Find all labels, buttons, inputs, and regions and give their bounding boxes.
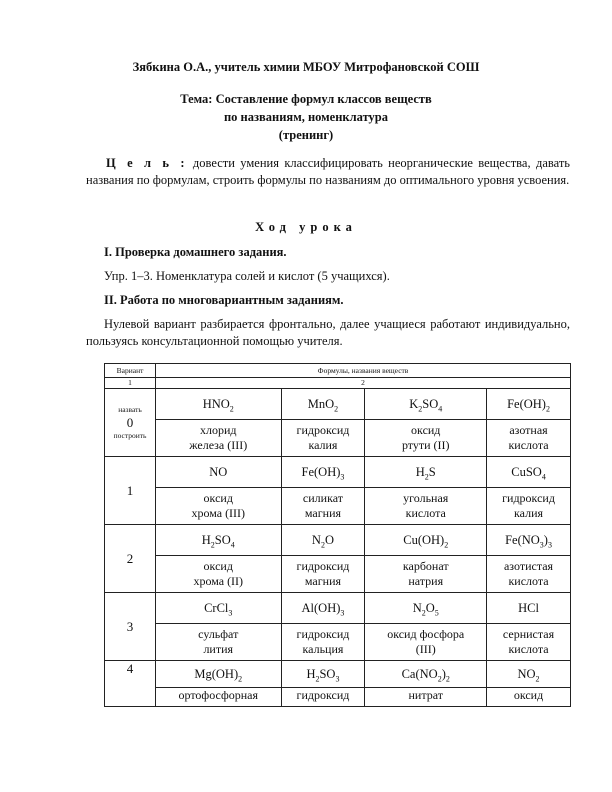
name-line: гидроксид (296, 627, 350, 641)
formula-cell (487, 593, 571, 624)
formula-cell (281, 457, 365, 488)
variant-0-number: 0 (126, 414, 134, 430)
name-cell (281, 688, 365, 707)
formula-text: $HNO_2$ (202, 396, 234, 413)
header-formulas: Формулы, названия веществ (156, 364, 571, 378)
name-line: железа (III) (189, 438, 248, 452)
name-line: кислота (508, 642, 549, 656)
name-cell (365, 420, 487, 457)
formula-row (105, 661, 571, 688)
formula-text: $K_2SO_4$ (409, 396, 443, 413)
formula-cell (156, 525, 282, 556)
name-cell (487, 624, 571, 661)
formula-cell (156, 661, 282, 688)
name-line: оксид (411, 423, 441, 437)
name-cell (156, 688, 282, 707)
name-row (105, 688, 571, 707)
formula-cell (487, 457, 571, 488)
name-line: сернистая (502, 627, 555, 641)
formula-row (105, 593, 571, 624)
col-number-2: 2 (156, 378, 571, 389)
formula-cell (365, 389, 487, 420)
name-line: калия (308, 438, 338, 452)
name-cell (487, 488, 571, 525)
formula-cell (487, 389, 571, 420)
formula-cell (156, 457, 282, 488)
name-line: ртути (II) (401, 438, 450, 452)
variant-cell (105, 389, 156, 457)
name-line: азотистая (503, 559, 554, 573)
name-row (105, 420, 571, 457)
name-line: оксид (203, 491, 233, 505)
name-line: силикат (302, 491, 343, 505)
formula-text: CuSO$_4$ (511, 464, 546, 481)
goal-label: Ц е л ь : (106, 156, 188, 170)
name-line: (III) (415, 642, 436, 656)
name-line: оксид (513, 688, 544, 702)
goal-paragraph (86, 155, 570, 189)
name-cell (365, 556, 487, 593)
name-line: гидроксид (502, 491, 555, 505)
method-paragraph: Нулевой вариант разбирается фронтально, далее учащиеся работают индивидуально, пользуясь консультационной помощью учителя. (86, 317, 570, 348)
formula-cell (281, 661, 365, 688)
exercise-line: Упр. 1–3. Номенклатура солей и кислот (5 учащихся). (104, 269, 390, 283)
variant-cell: 2 (105, 525, 156, 593)
topic-line-1: Тема: Составление формул классов веществ (180, 92, 432, 106)
formula-text: $H_2SO_4$ (201, 532, 235, 549)
name-line: гидроксид (296, 423, 350, 437)
formula-text: $Ca(NO_2)_2$ (401, 666, 450, 683)
name-line: хрома (II) (193, 574, 244, 588)
name-line: ортофосфорная (178, 688, 259, 702)
formula-cell (365, 525, 487, 556)
formula-text: $Fe(OH)_2$ (507, 396, 550, 413)
name-cell (281, 556, 365, 593)
formula-text: NO (209, 464, 228, 479)
variant-cell: 4 (105, 661, 156, 707)
exercise-table (104, 363, 571, 707)
name-row (105, 488, 571, 525)
topic-line-2: по названиям, номенклатура (223, 110, 389, 124)
formula-cell (156, 593, 282, 624)
variant-0-build-label: построить (113, 430, 147, 440)
name-row (105, 624, 571, 661)
formula-text: $Cu(OH)_2$ (403, 532, 449, 549)
variant-cell: 3 (105, 593, 156, 661)
name-cell (487, 420, 571, 457)
formula-cell (156, 389, 282, 420)
variant-cell: 1 (105, 457, 156, 525)
name-line: карбонат (402, 559, 449, 573)
name-line: калия (514, 506, 544, 520)
name-cell (281, 420, 365, 457)
formula-cell (487, 661, 571, 688)
name-line: кислота (508, 574, 549, 588)
name-line: кальция (302, 642, 344, 656)
goal-text: довести умения классифицировать неорганические вещества, давать названия по формулам, строить формулы по названиям до оптимального уровня усвоения. (86, 156, 570, 187)
formula-text: $Al(OH)_3$ (301, 600, 345, 617)
formula-cell (281, 593, 365, 624)
formula-text: CrCl$_3$ (204, 600, 233, 617)
name-line: магния (304, 506, 342, 520)
formula-row (105, 389, 571, 420)
formula-text: $Mg(OH)_2$ (194, 666, 243, 683)
name-line: угольная (403, 491, 449, 505)
author-line: Зябкина О.А., учитель химии МБОУ Митрофановской СОШ (132, 60, 480, 74)
name-cell (365, 488, 487, 525)
formula-cell (281, 525, 365, 556)
name-line: гидроксид (296, 559, 350, 573)
col-number-1: 1 (105, 378, 156, 389)
formula-cell (365, 661, 487, 688)
name-line: оксид (203, 559, 233, 573)
formula-row (105, 525, 571, 556)
formula-cell (487, 525, 571, 556)
section-2-heading: II. Работа по многовариантным заданиям. (104, 293, 344, 307)
name-cell (365, 688, 487, 707)
name-line: кислота (508, 438, 549, 452)
header-variant: Вариант (105, 364, 156, 378)
name-cell (156, 624, 282, 661)
name-line: магния (304, 574, 342, 588)
name-cell (281, 488, 365, 525)
name-line: кислота (405, 506, 446, 520)
name-line: натрия (408, 574, 444, 588)
name-line: гидроксид (296, 688, 350, 702)
formula-text: $N_2O_5$ (412, 600, 439, 617)
formula-text: HCl (518, 600, 539, 615)
formula-text: MnO$_2$ (307, 396, 339, 413)
name-cell (156, 488, 282, 525)
formula-text: $Fe(NO_3)_3$ (505, 532, 552, 549)
lesson-heading: Ход урока (255, 220, 357, 234)
name-line: сульфат (198, 627, 239, 641)
topic-line-3: (тренинг) (278, 128, 334, 142)
formula-cell (281, 389, 365, 420)
formula-cell (365, 593, 487, 624)
section-1-heading: I. Проверка домашнего задания. (104, 245, 287, 259)
formula-row (105, 457, 571, 488)
name-line: хлорид (199, 423, 237, 437)
name-cell (156, 420, 282, 457)
formula-cell (365, 457, 487, 488)
name-cell (487, 688, 571, 707)
name-row (105, 556, 571, 593)
name-line: оксид фосфора (387, 627, 465, 641)
formula-text: $N_2O$ (311, 532, 334, 549)
formula-text: $H_2SO_3$ (306, 666, 340, 683)
name-line: хрома (III) (191, 506, 246, 520)
name-cell (487, 556, 571, 593)
name-line: лития (203, 642, 234, 656)
name-cell (156, 556, 282, 593)
formula-text: $H_2S$ (415, 464, 436, 481)
name-line: нитрат (408, 688, 443, 702)
variant-0-name-label: назвать (118, 404, 142, 414)
formula-text: $Fe(OH)_3$ (301, 464, 345, 481)
name-cell (281, 624, 365, 661)
formula-text: $NO_2$ (517, 666, 540, 683)
name-line: азотная (509, 423, 548, 437)
name-cell (365, 624, 487, 661)
